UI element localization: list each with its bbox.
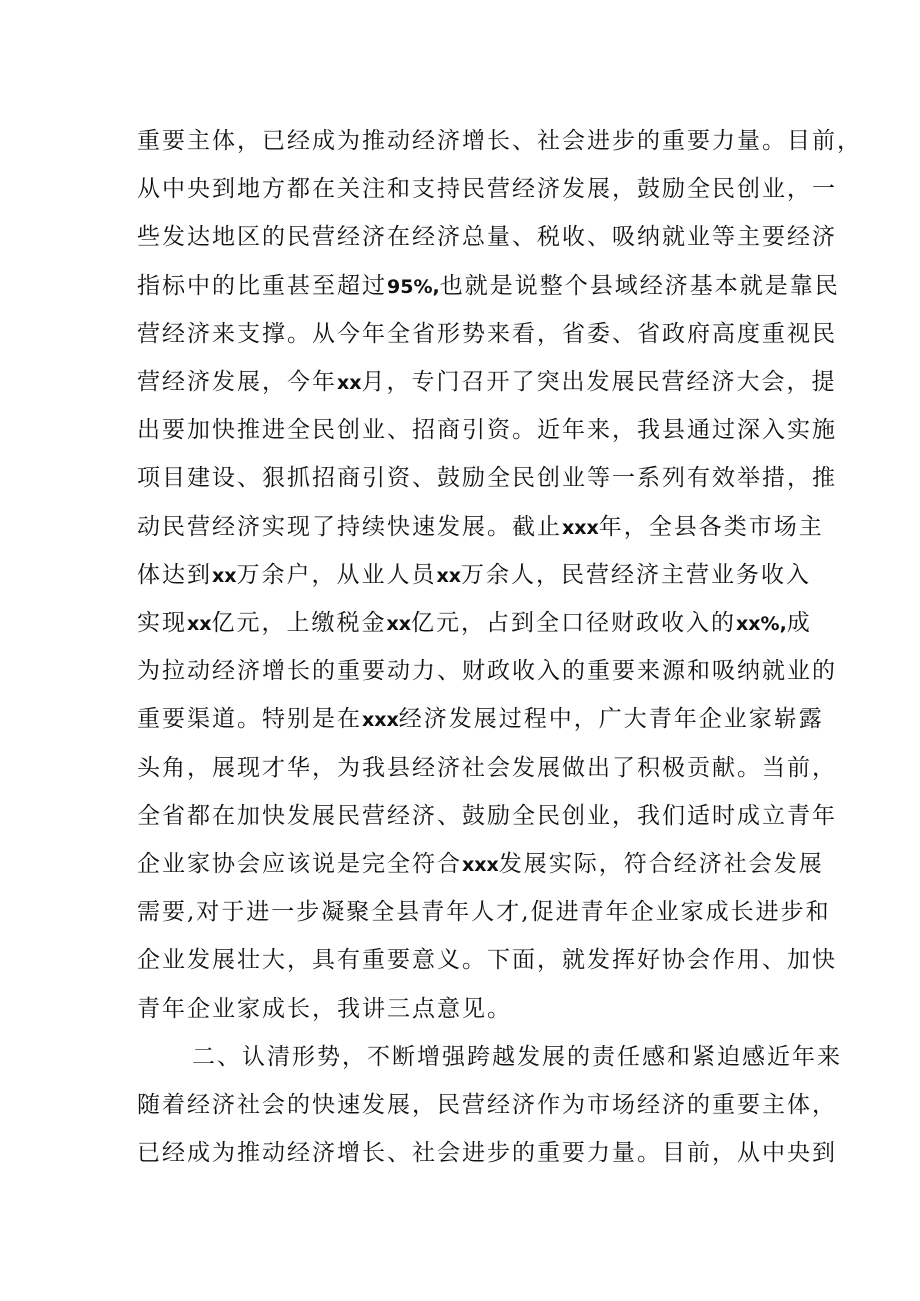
text-line [137, 1138, 837, 1168]
text-line [192, 1042, 842, 1072]
text-line [137, 849, 824, 879]
text-segment: 头角，展现才华，为我县经济社会发展做出了积极贡献。当前， [137, 754, 837, 781]
text-segment: 二、认清形势，不断增强跨越发展的责任感和紧迫感近年来 [192, 1043, 842, 1070]
text-segment: 也就是说整个县域经济基本就是靠民 [439, 272, 840, 299]
text-line [137, 994, 795, 1024]
text-segment: 亿元，占到全口径财政收入的 [411, 610, 737, 636]
text-line [137, 801, 837, 831]
text-line [137, 222, 837, 252]
text-segment: 实现 [137, 610, 187, 636]
text-segment: 动民营经济实现了持续快速发展。截止 [137, 513, 562, 540]
text-line [137, 560, 812, 590]
text-line [137, 512, 824, 542]
placeholder-value: xx [212, 564, 237, 587]
text-line [137, 1090, 837, 1120]
text-segment: 需要,对于进一步凝聚全县青年人才,促进青年企业家成长进步和 [137, 899, 831, 926]
text-line [137, 367, 837, 397]
text-segment: 万余户，从业人员 [236, 561, 437, 588]
placeholder-value: xx [386, 613, 412, 635]
text-segment: 随着经济社会的快速发展，民营经济作为市场经济的重要主体， [137, 1092, 837, 1118]
text-segment: 年，全县各类市场主 [598, 513, 824, 540]
text-line [137, 608, 812, 638]
text-segment: 营经济发展，今年 [137, 369, 337, 395]
text-line [137, 656, 837, 686]
placeholder-value: xxx [362, 709, 399, 732]
placeholder-value: xx [187, 613, 212, 635]
text-segment: 全省都在加快发展民营经济、鼓励全民创业，我们适时成立青年 [137, 802, 837, 829]
text-segment: 月，专门召开了突出发展民营经济大会，提 [361, 369, 837, 395]
text-segment: 营经济来支撑。从今年全省形势来看，省委、省政府高度重视民 [137, 320, 837, 347]
placeholder-value: xx [436, 564, 462, 587]
text-line [137, 704, 824, 734]
placeholder-value: xx%, [736, 613, 787, 635]
text-segment: 发展实际，符合经济社会发展 [498, 851, 824, 877]
text-segment: 指标中的比重甚至超过 [137, 272, 387, 299]
text-segment: 企业发展壮大，具有重要意义。下面，就发挥好协会作用、加快 [137, 947, 837, 974]
text-line [137, 753, 837, 783]
placeholder-value: xx [337, 372, 362, 394]
text-segment: 已经成为推动经济增长、社会进步的重要力量。目前，从中央到 [137, 1140, 837, 1167]
text-line [137, 319, 837, 349]
text-segment: 企业家协会应该说是完全符合 [137, 851, 462, 877]
text-segment: 些发达地区的民营经济在经济总量、税收、吸纳就业等主要经济 [137, 224, 837, 251]
text-segment: 青年企业家成长，我讲三点意见。 [137, 995, 512, 1022]
text-line [137, 415, 837, 445]
text-segment: 重要渠道。特别是在 [137, 706, 362, 733]
placeholder-value: 95%, [387, 275, 440, 298]
text-segment: 从中央到地方都在关注和支持民营经济发展，鼓励全民创业，一 [137, 176, 837, 203]
placeholder-value: xxx [562, 516, 599, 539]
text-segment: 出要加快推进全民创业、招商引资。近年来，我县通过深入实施 [137, 417, 837, 444]
text-segment: 经济发展过程中，广大青年企业家崭露 [398, 706, 824, 733]
text-line [137, 126, 862, 156]
text-segment: 成 [786, 610, 812, 636]
text-line [137, 271, 840, 301]
text-segment: 亿元，上缴税金 [211, 610, 387, 636]
text-segment: 重要主体，已经成为推动经济增长、社会进步的重要力量。目前， [137, 128, 862, 154]
text-line [137, 174, 837, 204]
placeholder-value: xxx [462, 854, 499, 876]
text-line [137, 945, 837, 975]
text-segment: 体达到 [137, 561, 212, 588]
text-segment: 项目建设、狠抓招商引资、鼓励全民创业等一系列有效举措，推 [137, 465, 837, 492]
text-segment: 为拉动经济增长的重要动力、财政收入的重要来源和吸纳就业的 [137, 658, 837, 685]
text-line [137, 463, 837, 493]
text-line [137, 897, 831, 927]
text-segment: 万余人，民营经济主营业务收入 [461, 561, 812, 588]
